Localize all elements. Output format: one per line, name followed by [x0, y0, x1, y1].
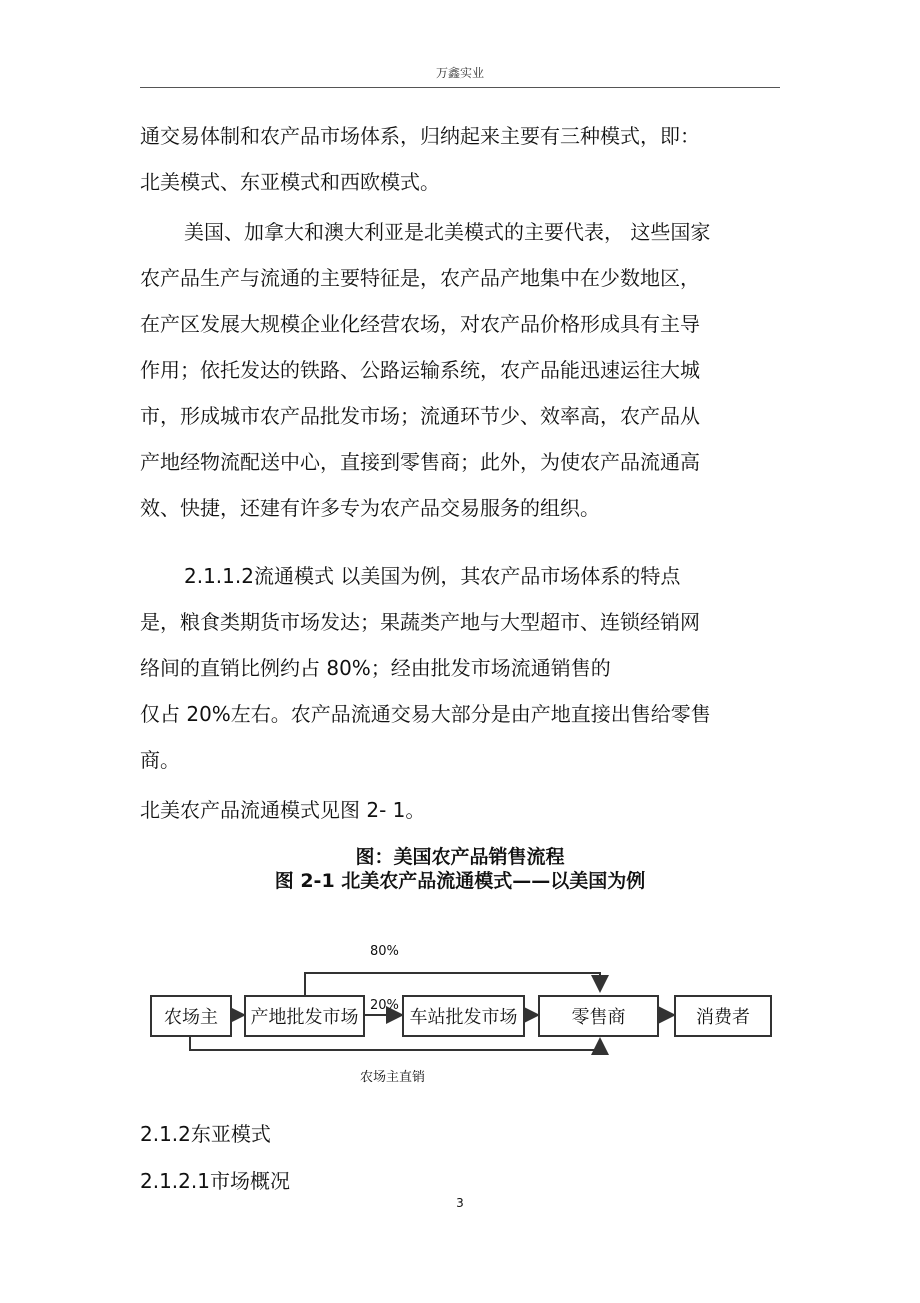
- paragraph-2: [140, 209, 780, 531]
- text-line: 2.1.1.2流通模式 以美国为例，其农产品市场体系的特点: [184, 564, 681, 588]
- arrow-direct-sale: [190, 1035, 600, 1050]
- section-heading: 2.1.2东亚模式: [140, 1122, 271, 1146]
- text-line: 北美农产品流通模式见图 2- 1。: [140, 798, 426, 822]
- node-retailer: 零售商: [538, 995, 659, 1037]
- text-line: 产地经物流配送中心，直接到零售商；此外，为使农产品流通高: [140, 450, 700, 474]
- text-line: 通交易体制和农产品市场体系，归纳起来主要有三种模式，即：: [140, 124, 700, 148]
- node-farmer: 农场主: [150, 995, 232, 1037]
- label-80-percent: 80%: [370, 944, 399, 959]
- label-direct-sale: 农场主直销: [360, 1070, 426, 1085]
- text-line: 仅占 20%左右。农产品流通交易大部分是由产地直接出售给零售: [140, 702, 711, 726]
- label-20-percent: 20%: [370, 998, 399, 1013]
- text-line: 市，形成城市农产品批发市场；流通环节少、效率高，农产品从: [140, 404, 700, 428]
- arrow-80-percent: [305, 973, 600, 995]
- page-number: 3: [456, 1196, 464, 1210]
- text-line: 北美模式、东亚模式和西欧模式。: [140, 170, 440, 194]
- node-origin-wholesale: 产地批发市场: [244, 995, 365, 1037]
- figure-title-2: 图 2-1 北美农产品流通模式——以美国为例: [274, 870, 646, 892]
- text-line: 在产区发展大规模企业化经营农场，对农产品价格形成具有主导: [140, 312, 700, 336]
- paragraph-3: [140, 553, 780, 783]
- text-line: 络间的直销比例约占 80%；经由批发市场流通销售的: [140, 656, 611, 680]
- subsection-heading: 2.1.2.1市场概况: [140, 1169, 290, 1193]
- text-line: 是，粮食类期货市场发达；果蔬类产地与大型超市、连锁经销网: [140, 610, 700, 634]
- text-line: 效、快捷，还建有许多专为农产品交易服务的组织。: [140, 496, 600, 520]
- text-line: 作用；依托发达的铁路、公路运输系统，农产品能迅速运往大城: [140, 358, 700, 382]
- header-rule: [140, 87, 780, 88]
- paragraph-1: [140, 113, 780, 205]
- node-station-wholesale: 车站批发市场: [402, 995, 525, 1037]
- paragraph-4: [140, 787, 780, 833]
- text-line: 商。: [140, 748, 180, 772]
- flow-arrows: [140, 840, 780, 1100]
- flow-diagram: [140, 840, 780, 1100]
- text-line: 农产品生产与流通的主要特征是，农产品产地集中在少数地区，: [140, 266, 700, 290]
- figure-title-1: 图：美国农产品销售流程: [355, 846, 565, 868]
- text-line: 美国、加拿大和澳大利亚是北美模式的主要代表， 这些国家: [184, 220, 711, 244]
- page-header: 万鑫实业: [435, 66, 484, 80]
- node-consumer: 消费者: [674, 995, 772, 1037]
